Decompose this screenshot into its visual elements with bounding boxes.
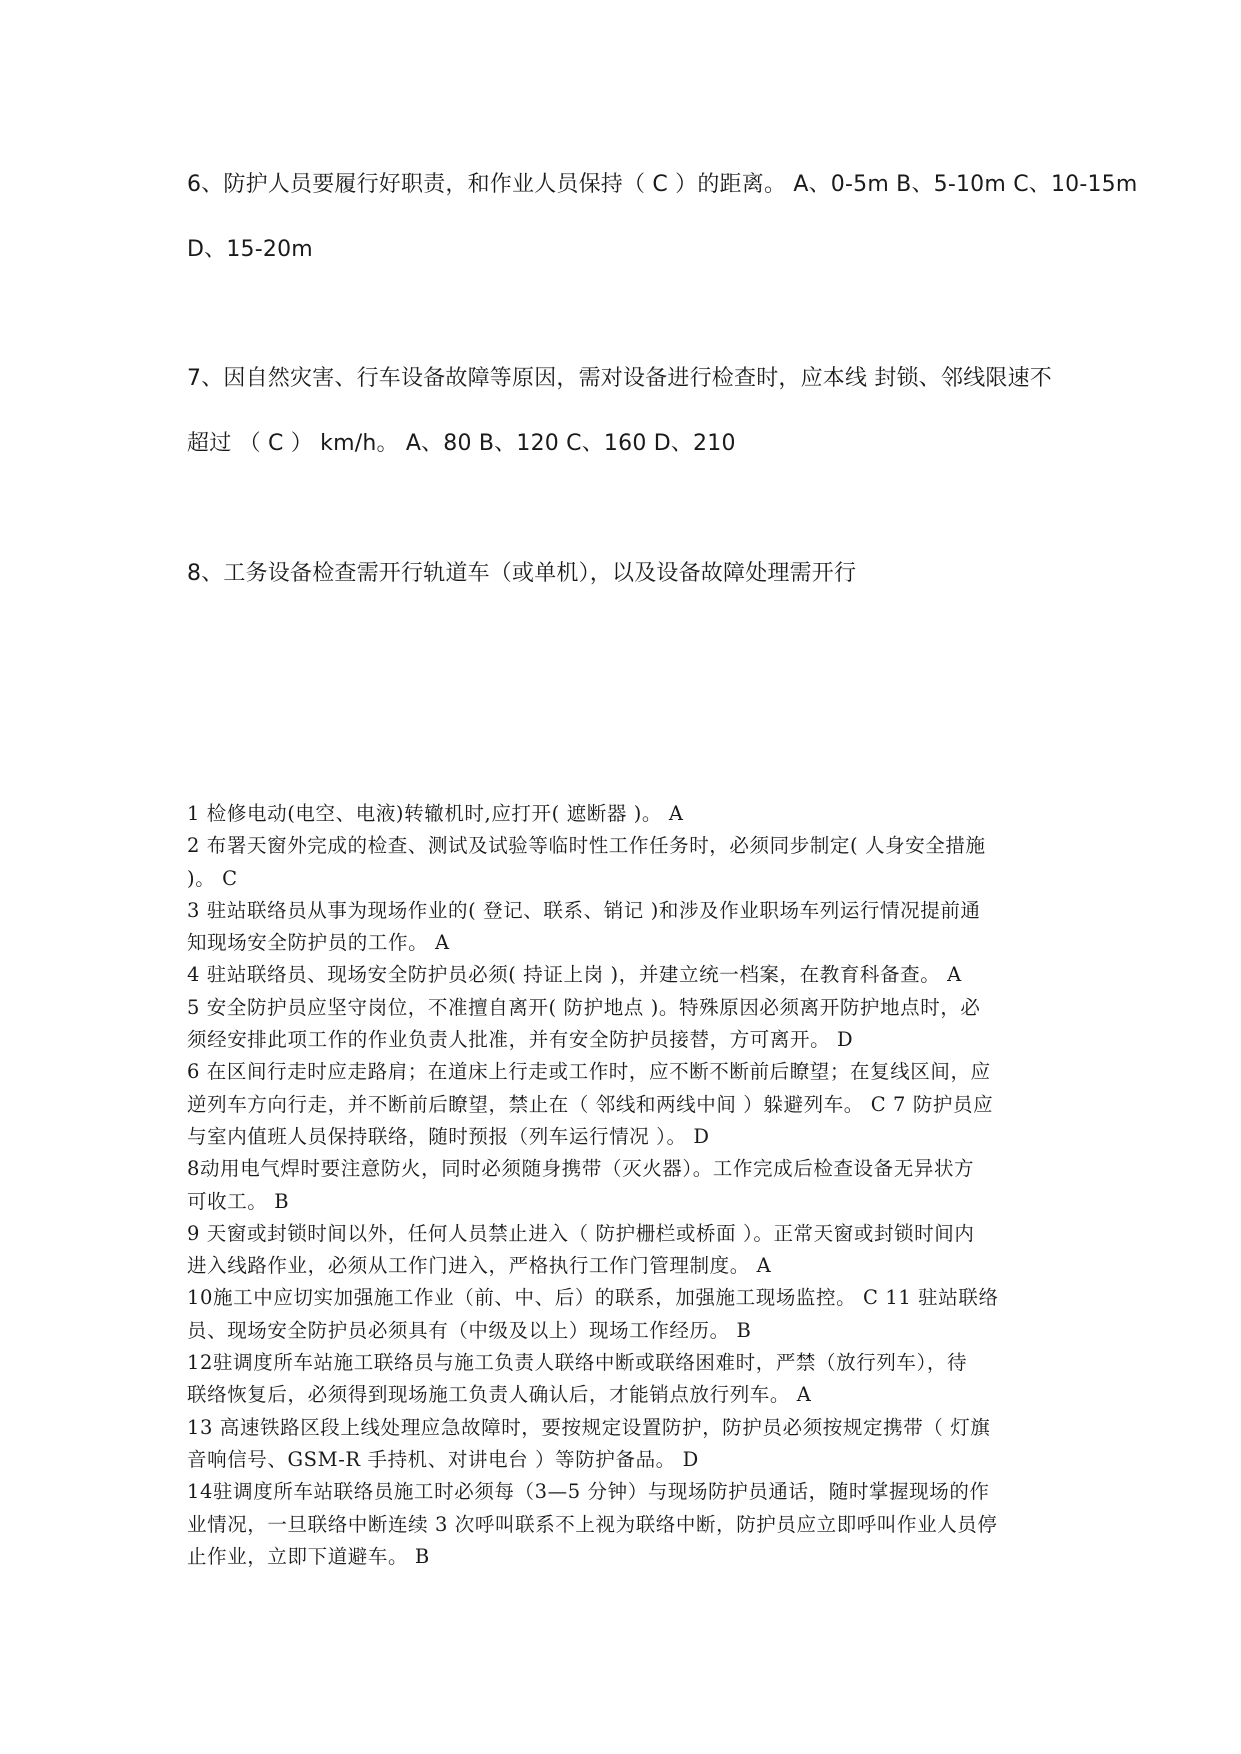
answer-line: 员、现场安全防护员必须具有（中级及以上）现场工作经历。 B [187,1318,752,1342]
answer-list [187,798,1067,1573]
question-7-line-2: 超过 （ C ） km/h。 A、80 B、120 C、160 D、210 [187,431,736,456]
answer-line: 5 安全防护员应坚守岗位，不准擅自离开( 防护地点 )。特殊原因必须离开防护地点时，必 [187,995,981,1019]
answer-line: 13 高速铁路区段上线处理应急故障时，要按规定设置防护，防护员必须按规定携带（ 灯旗 [187,1415,991,1439]
answer-line: 业情况，一旦联络中断连续 3 次呼叫联系不上视为联络中断，防护员应立即呼叫作业人员停 [187,1512,998,1536]
answer-line: 进入线路作业，必须从工作门进入，严格执行工作门管理制度。 A [187,1254,772,1278]
question-8-line-1: 8、工务设备检查需开行轨道车（或单机），以及设备故障处理需开行 [187,561,857,586]
answer-line: 10施工中应切实加强施工作业（前、中、后）的联系，加强施工现场监控。 C 11 驻站联络 [187,1286,999,1310]
answer-line: 逆列车方向行走，并不断前后瞭望，禁止在（ 邻线和两线中间 ）躲避列车。 C 7 防护员应 [187,1092,994,1116]
answer-line: )。 C [187,866,238,890]
question-7-line-1: 7、因自然灾害、行车设备故障等原因，需对设备进行检查时，应本线 封锁、邻线限速不 [187,366,1052,391]
answer-line: 可收工。 B [187,1189,290,1213]
answer-line: 音响信号、GSM-R 手持机、对讲电台 ）等防护备品。 D [187,1447,699,1471]
answer-line: 6 在区间行走时应走路肩；在道床上行走或工作时，应不断不断前后瞭望；在复线区间，应 [187,1060,991,1084]
question-6-line-2: D、15-20m [187,237,313,262]
answer-line: 止作业，立即下道避车。 B [187,1544,430,1568]
answer-line: 知现场安全防护员的工作。 A [187,931,450,955]
answer-line: 与室内值班人员保持联络，随时预报（列车运行情况 ）。 D [187,1124,710,1148]
answer-line: 2 布署天窗外完成的检查、测试及试验等临时性工作任务时，必须同步制定( 人身安全措施 [187,834,986,858]
answer-line: 9 天窗或封锁时间以外，任何人员禁止进入（ 防护栅栏或桥面 ）。正常天窗或封锁时间内 [187,1221,975,1245]
answer-line: 须经安排此项工作的作业负责人批准，并有安全防护员接替，方可离开。 D [187,1028,854,1052]
answer-line: 1 检修电动(电空、电液)转辙机时,应打开( 遮断器 )。 A [187,802,684,825]
answer-line: 联络恢复后，必须得到现场施工负责人确认后，才能销点放行列车。 A [187,1383,812,1407]
question-6-line-1: 6、防护人员要履行好职责，和作业人员保持（ C ）的距离。 A、0-5m B、5-10m C、10-15m [187,172,1138,197]
answer-line: 4 驻站联络员、现场安全防护员必须( 持证上岗 )，并建立统一档案，在教育科备查。 A [187,963,962,987]
answer-line: 8动用电气焊时要注意防火，同时必须随身携带（灭火器）。工作完成后检查设备无异状方 [187,1157,975,1181]
answer-line: 12驻调度所车站施工联络员与施工负责人联络中断或联络困难时，严禁（放行列车），待 [187,1351,968,1375]
answer-line: 3 驻站联络员从事为现场作业的( 登记、联系、销记 )和涉及作业职场车列运行情况提前通 [187,898,981,922]
answer-line: 14驻调度所车站联络员施工时必须每（3—5 分钟）与现场防护员通话，随时掌握现场的作 [187,1480,990,1504]
